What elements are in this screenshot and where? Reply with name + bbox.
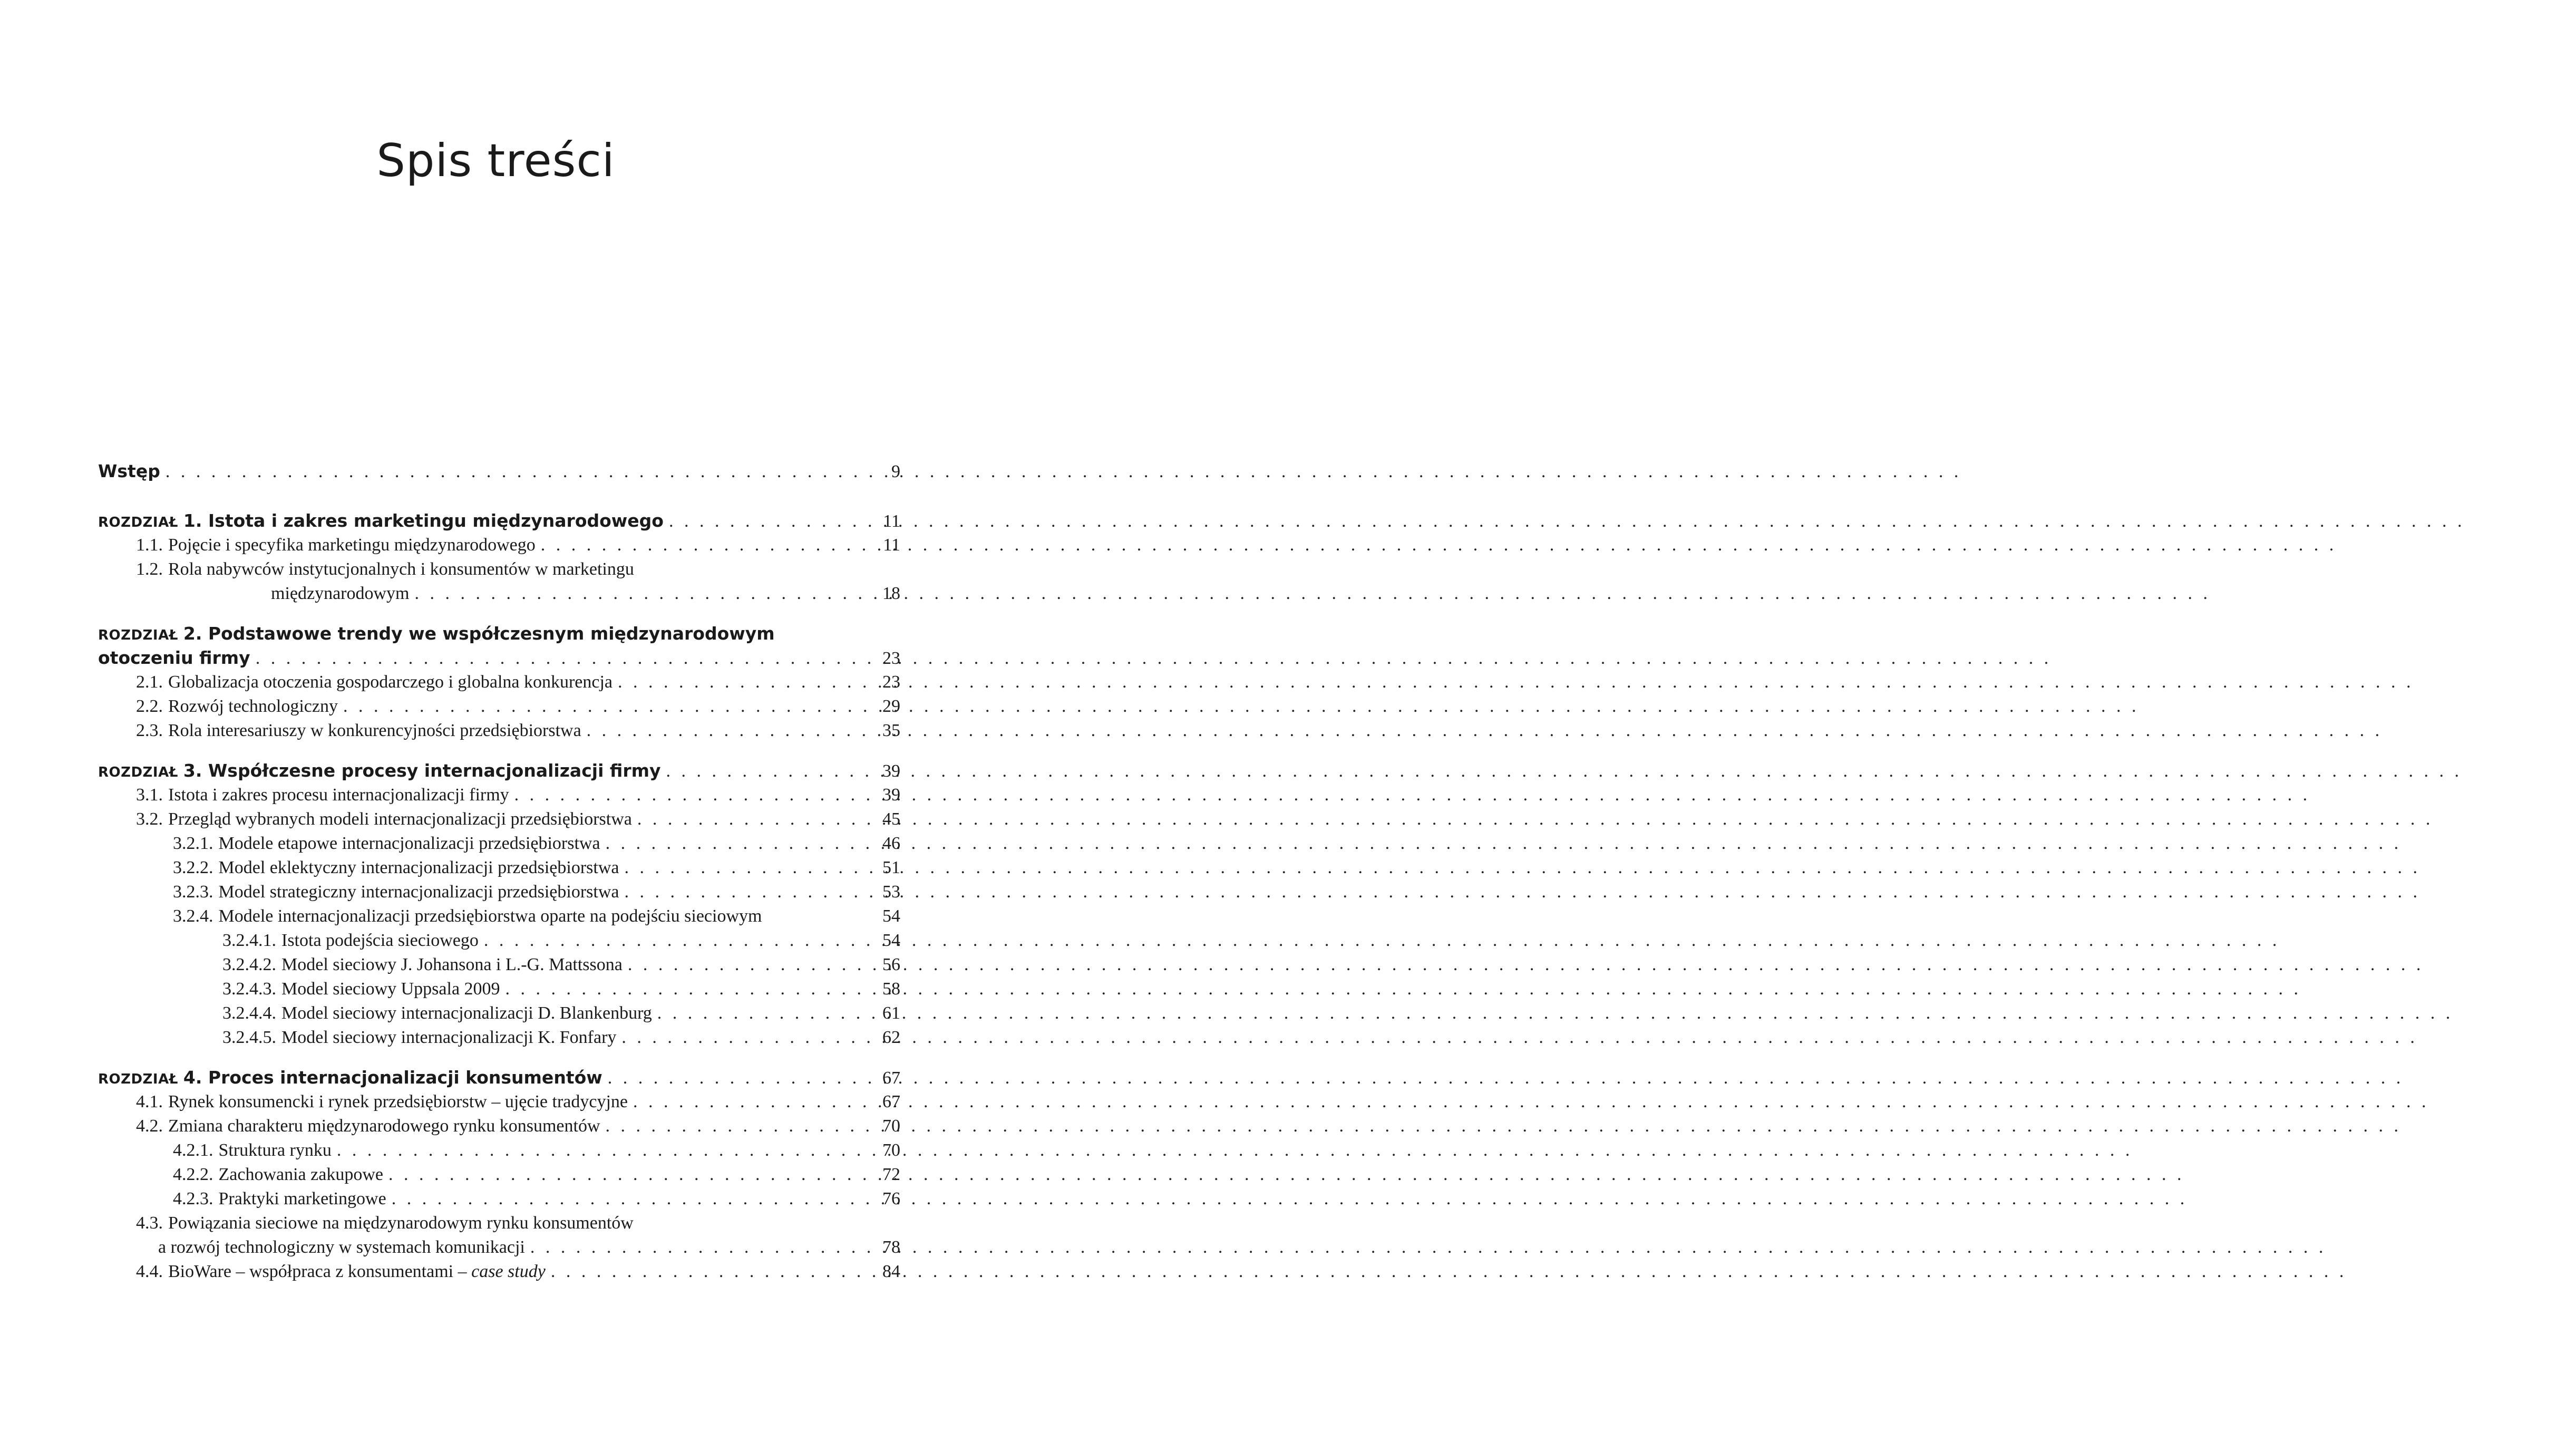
section-label: Model eklektyczny internacjonalizacji przedsiębiorstwa (218, 858, 619, 877)
section-number: 3.2.1. (173, 834, 213, 853)
section-label-cont: międzynarodowym (271, 584, 410, 603)
toc-page-number: 84 (882, 1262, 900, 1281)
dot-leader (633, 1090, 866, 1114)
toc-page-number: 70 (882, 1116, 900, 1136)
section-label: Rozwój technologiczny (168, 697, 338, 716)
chapter-title: Proces internacjonalizacji konsumentów (208, 1067, 602, 1088)
dot-leader (621, 1026, 866, 1050)
section-label: Struktura rynku (218, 1140, 332, 1160)
section-number: 3.2.4. (173, 906, 213, 926)
toc-page-number: 9 (891, 462, 900, 481)
dot-leader (514, 783, 866, 807)
dot-leader (541, 533, 866, 557)
section-number: 3.1. (136, 785, 163, 805)
section-number: 4.2.3. (173, 1189, 213, 1208)
dot-leader (669, 509, 866, 534)
section-label: Modele etapowe internacjonalizacji przedsiębiorstwa (218, 834, 600, 853)
toc-section-2-2[interactable] (98, 694, 900, 719)
section-number: 2.3. (136, 721, 163, 740)
toc-page-number: 54 (882, 931, 900, 950)
toc-page-number: 35 (882, 721, 900, 740)
toc-section-4-2-1[interactable] (98, 1138, 900, 1163)
toc-section-4-3[interactable] (98, 1211, 900, 1235)
section-label-italic: case study (471, 1262, 546, 1281)
section-number: 3.2.4.4. (222, 1003, 276, 1023)
dot-leader (415, 582, 866, 606)
toc-chapter-1[interactable] (98, 509, 900, 533)
chapter-number: 1. (183, 510, 202, 531)
toc-page-number: 67 (882, 1092, 900, 1111)
toc-chapter-2-cont[interactable] (98, 646, 900, 670)
toc-entry-label: Wstęp (98, 461, 160, 481)
toc-chapter-3[interactable] (98, 759, 900, 783)
toc-page-number: 23 (882, 649, 900, 668)
section-label: Powiązania sieciowe na międzynarodowym rynku konsumentów (168, 1213, 634, 1233)
section-label: Model sieciowy internacjonalizacji K. Fonfary (281, 1028, 617, 1047)
toc-page-number: 72 (882, 1165, 900, 1184)
section-label: Rynek konsumencki i rynek przedsiębiorstw – ujęcie tradycyjne (168, 1092, 628, 1111)
toc-page-number: 54 (882, 906, 900, 926)
toc-page-number: 11 (883, 535, 900, 555)
toc-page-number: 78 (882, 1237, 900, 1257)
dot-leader (624, 880, 866, 904)
section-number: 1.1. (136, 535, 163, 555)
toc-section-1-2[interactable] (98, 557, 900, 582)
toc-section-2-1[interactable] (98, 670, 900, 694)
dot-leader (618, 670, 866, 694)
toc-page-number: 51 (882, 858, 900, 877)
toc-section-3-2-3[interactable] (98, 880, 900, 904)
section-label: Pojęcie i specyfika marketingu międzynarodowego (168, 535, 536, 555)
toc-page (0, 0, 991, 1441)
section-number: 3.2. (136, 809, 163, 829)
section-number: 4.3. (136, 1213, 163, 1233)
dot-leader (666, 759, 866, 784)
toc-page-number: 39 (882, 785, 900, 805)
toc-section-4-2-3[interactable] (98, 1187, 900, 1211)
toc-page-number: 62 (882, 1028, 900, 1047)
section-label: BioWare – współpraca z konsumentami – (168, 1262, 472, 1281)
chapter-title: Podstawowe trendy we współczesnym międzynarodowym (208, 623, 775, 644)
section-number: 2.1. (136, 672, 163, 692)
dot-leader (484, 929, 866, 953)
section-number: 3.2.4.2. (222, 955, 276, 974)
toc-page-number: 46 (882, 834, 900, 853)
chapter-title: Współczesne procesy internacjonalizacji firmy (208, 760, 661, 781)
section-label: Model strategiczny internacjonalizacji przedsiębiorstwa (218, 882, 619, 902)
toc-section-3-2-4-1[interactable] (98, 929, 900, 953)
chapter-title: Istota i zakres marketingu międzynarodowego (208, 510, 664, 531)
dot-leader (606, 831, 866, 856)
section-label: Model sieciowy Uppsala 2009 (281, 979, 500, 999)
dot-leader (608, 1066, 866, 1090)
toc-section-4-2[interactable] (98, 1114, 900, 1138)
toc-page-number: 67 (882, 1068, 900, 1088)
toc-page-number: 53 (882, 882, 900, 902)
section-number: 3.2.2. (173, 858, 213, 877)
toc-page-number: 56 (882, 955, 900, 974)
toc-page-number: 58 (882, 979, 900, 999)
toc-section-4-3-cont[interactable] (98, 1235, 900, 1260)
dot-leader (337, 1138, 866, 1163)
toc-page-number: 11 (883, 511, 900, 531)
dot-leader (637, 807, 866, 831)
toc-section-3-2-4-2[interactable] (98, 953, 900, 977)
toc-page-number: 45 (882, 809, 900, 829)
toc-section-3-2-2[interactable] (98, 856, 900, 880)
toc-section-3-2-1[interactable] (98, 831, 900, 856)
section-label: Istota i zakres procesu internacjonalizacji firmy (168, 785, 509, 805)
toc-section-3-2-4-3[interactable] (98, 977, 900, 1001)
toc-section-3-2-4[interactable] (98, 904, 900, 929)
chapter-keyword: ROZDZIAŁ (98, 765, 178, 780)
section-number: 4.1. (136, 1092, 163, 1111)
toc-page-number: 29 (882, 697, 900, 716)
section-number: 4.4. (136, 1262, 163, 1281)
section-number: 4.2.1. (173, 1140, 213, 1160)
section-label: Model sieciowy J. Johansona i L.-G. Mattssona (281, 955, 623, 974)
chapter-keyword: ROZDZIAŁ (98, 515, 178, 530)
section-number: 3.2.4.1. (222, 931, 276, 950)
chapter-number: 4. (183, 1067, 202, 1088)
toc-page-number: 23 (882, 672, 900, 692)
section-label-cont: a rozwój technologiczny w systemach komunikacji (158, 1237, 525, 1257)
toc-section-1-2-cont[interactable] (98, 582, 900, 606)
chapter-title-cont: otoczeniu firmy (98, 647, 250, 668)
section-number: 3.2.4.3. (222, 979, 276, 999)
section-number: 1.2. (136, 559, 163, 579)
section-label: Rola nabywców instytucjonalnych i konsumentów w marketingu (168, 559, 634, 579)
section-label: Zachowania zakupowe (218, 1165, 383, 1184)
dot-leader (587, 719, 866, 743)
chapter-keyword: ROZDZIAŁ (98, 627, 178, 643)
table-of-contents (98, 459, 900, 1284)
toc-section-1-1[interactable] (98, 533, 900, 557)
section-label: Modele internacjonalizacji przedsiębiorstwa oparte na podejściu sieciowym (218, 906, 762, 926)
section-number: 3.2.3. (173, 882, 213, 902)
toc-section-3-2[interactable] (98, 807, 900, 831)
dot-leader (530, 1235, 866, 1260)
toc-page-number: 39 (882, 761, 900, 781)
toc-page-number: 18 (882, 584, 900, 603)
toc-section-4-4[interactable] (98, 1260, 900, 1284)
section-label: Model sieciowy internacjonalizacji D. Blankenburg (281, 1003, 652, 1023)
chapter-number: 3. (183, 760, 202, 781)
dot-leader (624, 856, 866, 880)
dot-leader (628, 953, 866, 977)
section-label: Praktyki marketingowe (218, 1189, 386, 1208)
toc-section-3-1[interactable] (98, 783, 900, 807)
section-label: Zmiana charakteru międzynarodowego rynku konsumentów (168, 1116, 600, 1136)
section-label: Przegląd wybranych modeli internacjonalizacji przedsiębiorstwa (168, 809, 632, 829)
toc-chapter-2[interactable] (98, 622, 900, 646)
toc-section-3-2-4-4[interactable] (98, 1001, 900, 1026)
toc-section-3-2-4-5[interactable] (98, 1026, 900, 1050)
dot-leader (343, 694, 866, 719)
chapter-keyword: ROZDZIAŁ (98, 1071, 178, 1087)
dot-leader (657, 1001, 866, 1026)
toc-section-4-2-2[interactable] (98, 1163, 900, 1187)
dot-leader (606, 1114, 866, 1138)
toc-page-number: 70 (882, 1140, 900, 1160)
section-label: Rola interesariuszy w konkurencyjności przedsiębiorstwa (168, 721, 581, 740)
dot-leader (388, 1163, 866, 1187)
page-title: Spis treści (376, 134, 615, 187)
toc-section-2-3[interactable] (98, 719, 900, 743)
dot-leader (166, 460, 866, 484)
dot-leader (551, 1260, 866, 1284)
section-number: 2.2. (136, 697, 163, 716)
section-number: 4.2.2. (173, 1165, 213, 1184)
toc-entry-intro[interactable] (98, 459, 900, 483)
toc-chapter-4[interactable] (98, 1066, 900, 1090)
toc-page-number: 76 (882, 1189, 900, 1208)
section-label: Globalizacja otoczenia gospodarczego i globalna konkurencja (168, 672, 613, 692)
toc-page-number: 61 (882, 1003, 900, 1023)
toc-section-4-1[interactable] (98, 1090, 900, 1114)
section-label: Istota podejścia sieciowego (281, 931, 479, 950)
dot-leader (392, 1187, 866, 1211)
section-number: 3.2.4.5. (222, 1028, 276, 1047)
chapter-number: 2. (183, 623, 202, 644)
dot-leader (256, 646, 866, 671)
dot-leader (506, 977, 866, 1001)
section-number: 4.2. (136, 1116, 163, 1136)
